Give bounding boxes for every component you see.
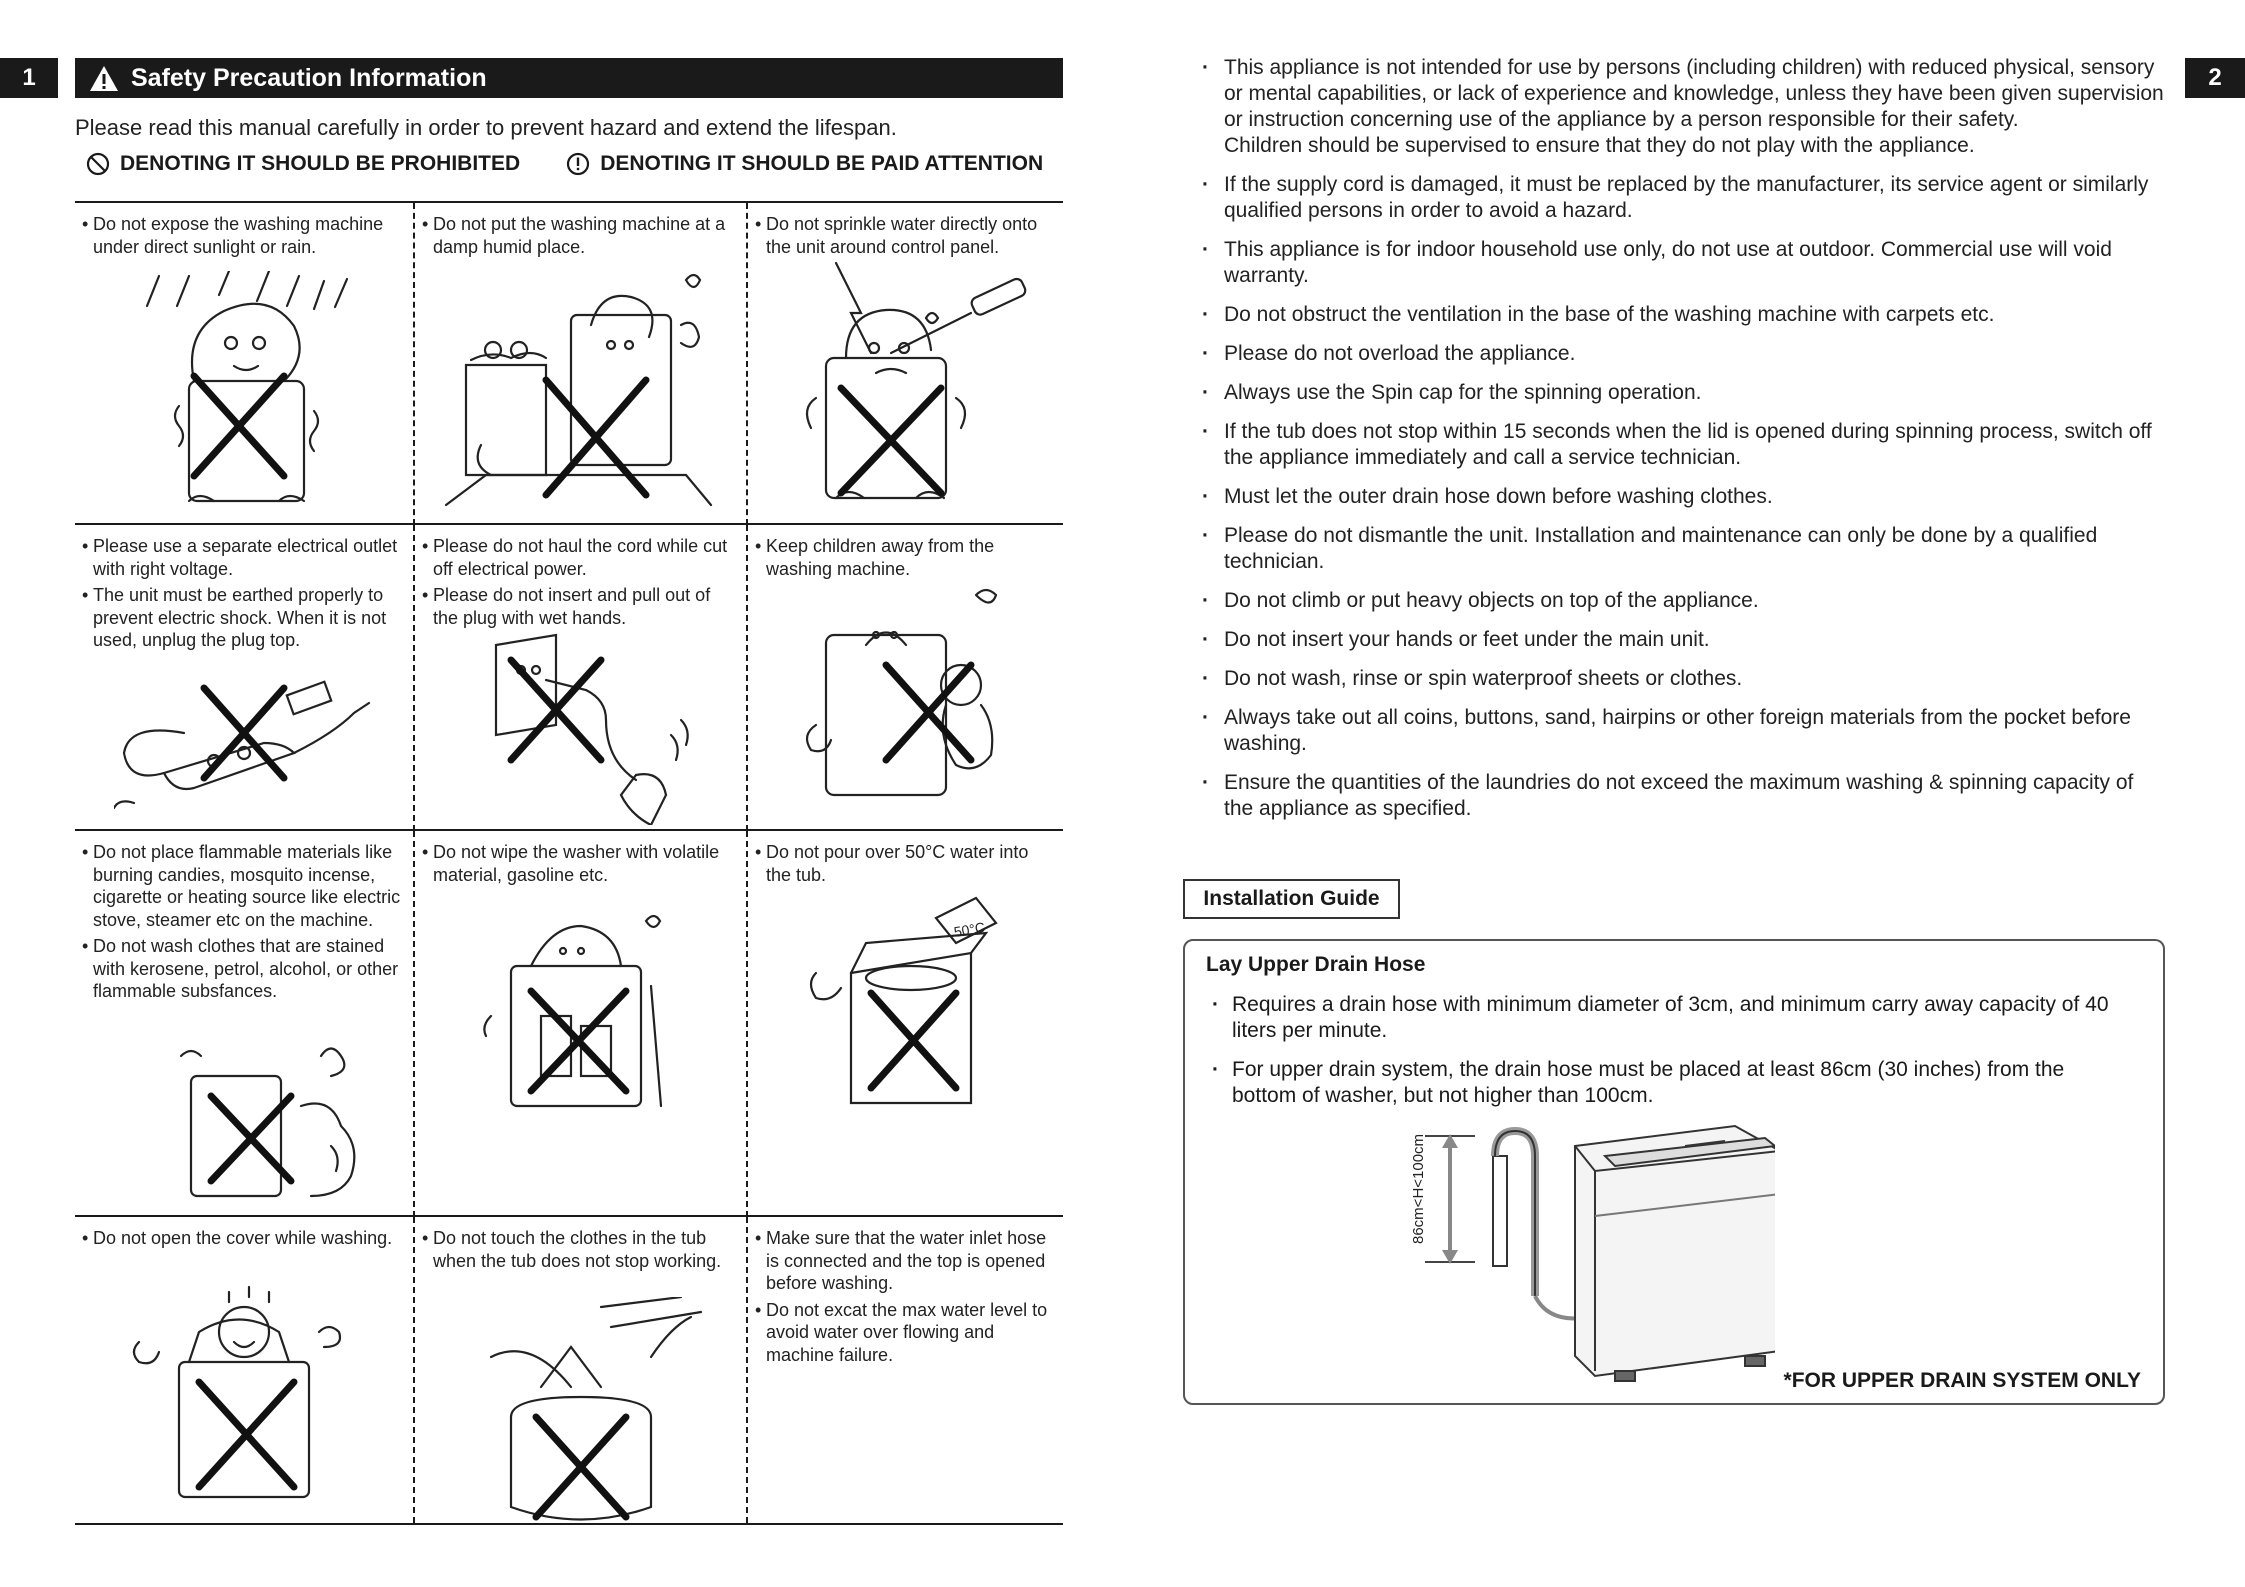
safety-text: • Keep children away from the washing machine. [754, 535, 1055, 580]
installation-list [1210, 992, 2110, 1122]
safety-cell-outlet [75, 525, 415, 831]
spinning-tub-illustration [451, 1297, 711, 1527]
safety-text: • The unit must be earthed properly to prevent electric shock. When it is not used, unplug the plug top. [81, 584, 405, 652]
warning-item: · Do not obstruct the ventilation in the base of the washing machine with carpets etc. [1200, 302, 2165, 328]
safety-text: • Do not excat the max water level to avoid water over flowing and machine failure. [754, 1299, 1055, 1367]
warning-item: · This appliance is for indoor household use only, do not use at outdoor. Commercial use will void warranty. [1200, 237, 2165, 289]
upper-drain-footnote: *FOR UPPER DRAIN SYSTEM ONLY [1783, 1369, 2141, 1392]
flammable-illustration [171, 1036, 371, 1211]
warnings-section [1200, 55, 2165, 835]
wall-plug-illustration [466, 625, 696, 825]
safety-header [75, 58, 1063, 98]
installation-item: · Requires a drain hose with minimum diameter of 3cm, and minimum carry away capacity of 40 liters per minute. [1210, 992, 2110, 1044]
warning-item: · Always take out all coins, buttons, sand, hairpins or other foreign materials from the pocket before washing. [1200, 705, 2165, 757]
safety-cell-cover [75, 1217, 415, 1523]
safety-cell-sunlight [75, 203, 415, 525]
installation-guide-title: Installation Guide [1183, 879, 1400, 919]
safety-intro: Please read this manual carefully in order to prevent hazard and extend the lifespan. [75, 115, 897, 140]
safety-cell-touch-clothes [415, 1217, 748, 1523]
warning-item: · Must let the outer drain hose down before washing clothes. [1200, 484, 2165, 510]
safety-cell-inlet-hose [748, 1217, 1063, 1523]
legend-prohibited: DENOTING IT SHOULD BE PROHIBITED [120, 152, 521, 175]
installation-item: · For upper drain system, the drain hose must be placed at least 86cm (30 inches) from the bottom of washer, but not higher than 100cm. [1210, 1057, 2110, 1109]
warning-item: · Do not insert your hands or feet under the main unit. [1200, 627, 2165, 653]
safety-text: • Do not expose the washing machine under direct sunlight or rain. [81, 213, 405, 258]
warning-icon [89, 65, 119, 92]
safety-grid [75, 201, 1063, 1525]
temperature-tag: 50°C [952, 918, 986, 940]
volatile-material-illustration [471, 906, 691, 1116]
safety-cell-humid [415, 203, 748, 525]
safety-cell-cord [415, 525, 748, 831]
safety-text: • Do not pour over 50°C water into the tub. [754, 841, 1055, 886]
legend-attention: DENOTING IT SHOULD BE PAID ATTENTION [600, 152, 1044, 175]
open-cover-illustration [129, 1282, 359, 1502]
lay-drain-hose-title: Lay Upper Drain Hose [1206, 953, 1426, 976]
hot-water-illustration [796, 883, 1016, 1113]
safety-cell-sprinkle [748, 203, 1063, 525]
warning-item: · If the tub does not stop within 15 seconds when the lid is opened during spinning process, switch off the appliance immediately and call a service technician. [1200, 419, 2165, 471]
children-illustration [796, 575, 1016, 805]
symbol-legend [86, 152, 1043, 176]
page-number-right: 2 [2185, 58, 2245, 98]
warning-item: · Do not climb or put heavy objects on top of the appliance. [1200, 588, 2165, 614]
warning-item: · If the supply cord is damaged, it must be replaced by the manufacturer, its service agent or similarly qualified persons in order to avoid a hazard. [1200, 172, 2165, 224]
warning-item: · Please do not dismantle the unit. Installation and maintenance can only be done by a qualified technician. [1200, 523, 2165, 575]
safety-text: • Do not sprinkle water directly onto the unit around control panel. [754, 213, 1055, 258]
warning-item: · Do not wash, rinse or spin waterproof sheets or clothes. [1200, 666, 2165, 692]
safety-text: • Do not place flammable materials like burning candies, mosquito incense, cigarette or heating source like electric stove, steamer etc on the machine. [81, 841, 405, 931]
page-number-left: 1 [0, 58, 58, 98]
safety-cell-hot-water [748, 831, 1063, 1217]
sprinkle-water-illustration [776, 258, 1036, 508]
prohibited-icon [86, 152, 110, 176]
sunlight-rain-illustration [119, 271, 369, 511]
safety-text: • Do not open the cover while washing. [81, 1227, 405, 1250]
attention-icon [566, 152, 590, 176]
safety-text: • Please do not haul the cord while cut off electrical power. [421, 535, 738, 580]
safety-title: Safety Precaution Information [131, 63, 487, 92]
safety-cell-flammable [75, 831, 415, 1217]
safety-text: • Please use a separate electrical outlet with right voltage. [81, 535, 405, 580]
installation-box [1183, 939, 2165, 1405]
safety-cell-children [748, 525, 1063, 831]
warnings-list [1200, 55, 2165, 822]
warning-item: · This appliance is not intended for use by persons (including children) with reduced physical, sensory or mental capabilities, or lack of experience and knowledge, unless they have been given supervision or instruction concerning use of the appliance by a person responsible for their safety. Children should be supervised to ensure that they do not play with the appliance. [1200, 55, 2165, 159]
safety-text: • Please do not insert and pull out of the plug with wet hands. [421, 584, 738, 629]
warning-item: · Always use the Spin cap for the spinning operation. [1200, 380, 2165, 406]
power-strip-illustration [114, 663, 374, 813]
warning-item: · Ensure the quantities of the laundries do not exceed the maximum washing & spinning capacity of the appliance as specified. [1200, 770, 2165, 822]
safety-text: • Do not put the washing machine at a damp humid place. [421, 213, 738, 258]
warning-item: · Please do not overload the appliance. [1200, 341, 2165, 367]
height-label: 86cm<H<100cm [1410, 1133, 1427, 1244]
drain-hose-diagram [1345, 1116, 1775, 1391]
safety-cell-volatile [415, 831, 748, 1217]
safety-text: • Do not touch the clothes in the tub when the tub does not stop working. [421, 1227, 738, 1272]
safety-text: • Do not wipe the washer with volatile material, gasoline etc. [421, 841, 738, 886]
safety-text: • Make sure that the water inlet hose is connected and the top is opened before washing. [754, 1227, 1055, 1295]
safety-text: • Do not wash clothes that are stained with kerosene, petrol, alcohol, or other flammable subsfances. [81, 935, 405, 1003]
humid-place-illustration [441, 265, 721, 510]
